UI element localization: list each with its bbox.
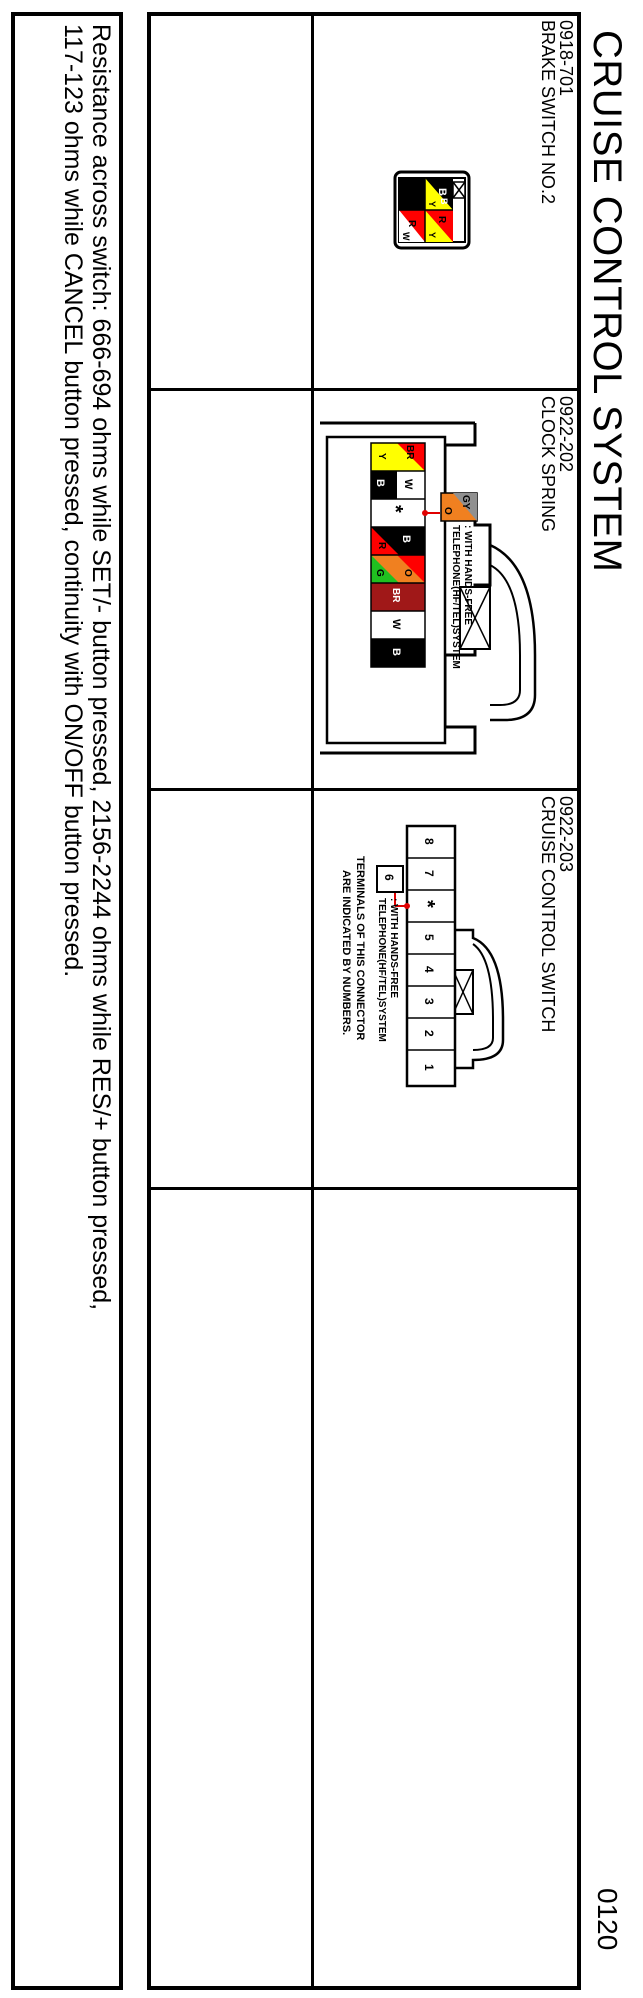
pin-number: 6 xyxy=(382,874,396,881)
pin-label: O xyxy=(402,569,413,577)
pin-label: B xyxy=(400,535,412,543)
pin-number: 3 xyxy=(422,998,436,1005)
pin-label: G xyxy=(374,569,385,577)
page-number: 0120 xyxy=(592,1888,623,1951)
pin-label: * xyxy=(384,505,406,513)
pin-number: 1 xyxy=(422,1064,436,1071)
connector-code: 0922-203 xyxy=(556,796,576,873)
pin-label: Y xyxy=(427,232,437,239)
pin-label: O xyxy=(442,507,453,515)
note-line: Resistance across switch: 666-694 ohms while SET/- button pressed, 2156-2244 ohms while RES/+ button pressed, xyxy=(87,24,115,1311)
connector-name: BRAKE SWITCH NO.2 xyxy=(538,20,558,205)
grid-divider xyxy=(147,1187,581,1190)
connector-code: 0922-202 xyxy=(556,396,576,473)
pin-label: GY xyxy=(460,495,471,510)
hf-tel-note: : WITH HANDS-FREE xyxy=(388,898,399,998)
pin-number: 4 xyxy=(422,966,436,973)
note-text xyxy=(59,24,115,1974)
note-line: 117-123 ohms while CANCEL button pressed, continuity with ON/OFF button pressed. xyxy=(59,24,87,978)
page-title: CRUISE CONTROL SYSTEM xyxy=(585,30,629,573)
pin-label: B xyxy=(439,198,449,205)
hf-tel-note: : WITH HANDS-FREE xyxy=(462,525,473,625)
connector-name: CRUISE CONTROL SWITCH xyxy=(538,796,558,1033)
pin-label: W xyxy=(402,479,414,490)
connector-footnote: ARE INDICATED BY NUMBERS. xyxy=(340,870,352,1036)
pin-label: Y xyxy=(427,201,437,208)
pin-label: BR xyxy=(390,588,401,603)
pin-number: 5 xyxy=(422,934,436,941)
hf-tel-note: TELEPHONE(HF/TEL)SYSTEM xyxy=(450,525,461,669)
grid-divider xyxy=(147,788,581,791)
pin-number: 2 xyxy=(422,1030,436,1037)
pin-label: B xyxy=(436,188,448,196)
hf-tel-note: TELEPHONE(HF/TEL)SYSTEM xyxy=(376,898,387,1042)
connector-code: 0918-701 xyxy=(556,20,576,97)
pin-number: 7 xyxy=(422,870,436,877)
pin-label: R xyxy=(436,216,447,224)
pin-label: R xyxy=(406,220,417,228)
pin-number: * xyxy=(416,900,438,908)
connector-name: CLOCK SPRING xyxy=(538,396,558,533)
grid-row-divider xyxy=(311,12,314,1990)
pin-label: BR xyxy=(404,445,415,460)
pin-label: Y xyxy=(376,453,387,460)
grid-divider xyxy=(147,388,581,391)
pin-label: W xyxy=(401,232,411,241)
pin-number: 8 xyxy=(422,838,436,845)
pin-label: B xyxy=(374,479,386,487)
connector-footnote: TERMINALS OF THIS CONNECTOR xyxy=(354,856,366,1041)
cruise-control-switch-connector-diagram xyxy=(323,820,523,1180)
clock-spring-connector-diagram xyxy=(320,415,545,775)
pin-label: B xyxy=(390,648,402,656)
pin-label: R xyxy=(376,542,387,550)
brake-switch-connector-diagram xyxy=(385,170,475,260)
pin-label: W xyxy=(390,619,402,630)
